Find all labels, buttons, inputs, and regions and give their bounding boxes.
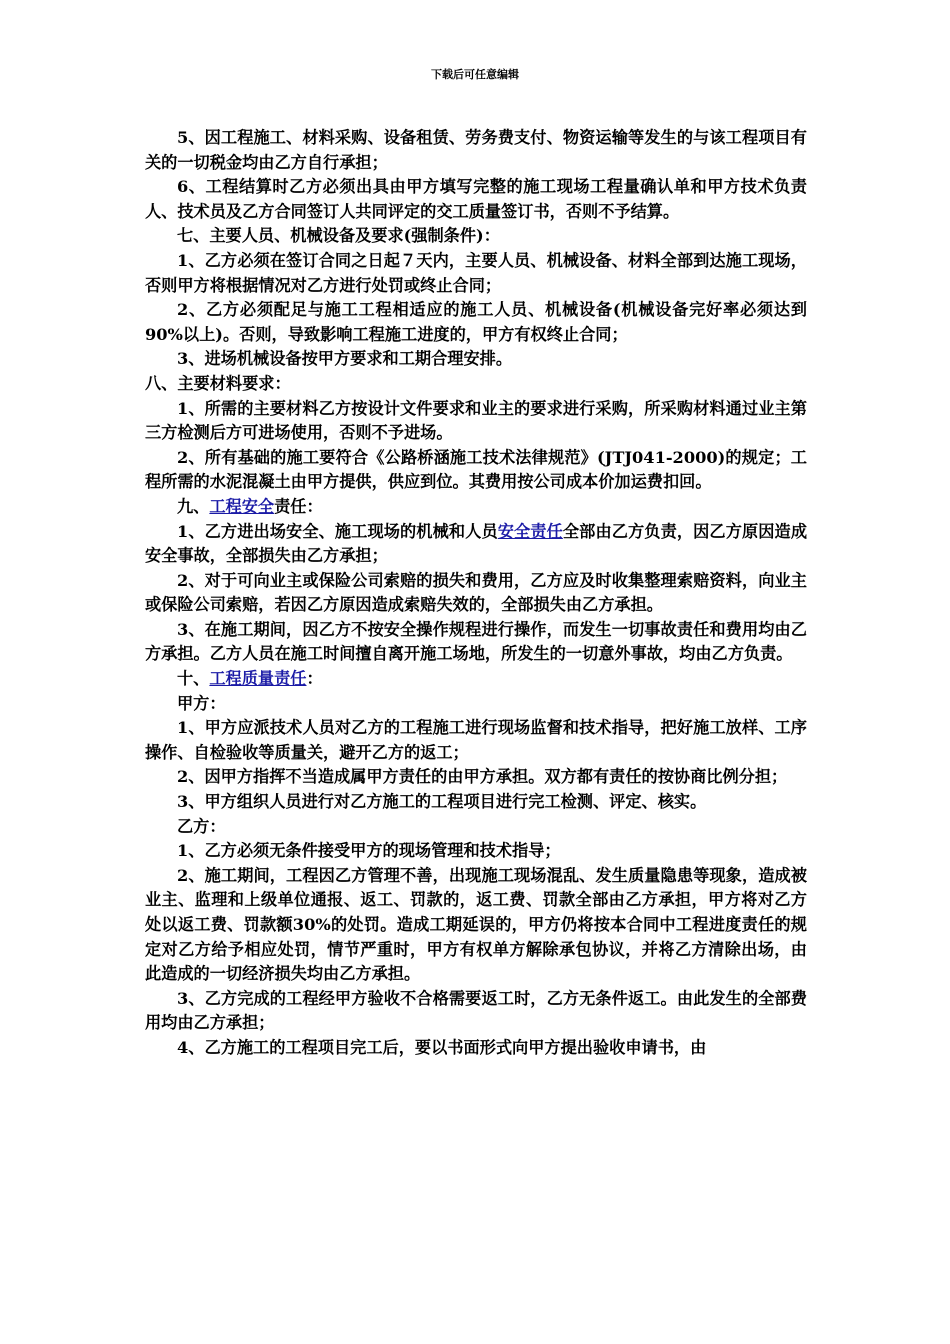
paragraph-text: 全部由乙方负责，因乙方原因造成安全事故，全部损失由乙方承担； bbox=[145, 521, 808, 566]
paragraph-text: 5、因工程施工、材料采购、设备租赁、劳务费支付、物资运输等发生的与该工程项目有关的一切税金均由乙方自行承担； bbox=[145, 128, 807, 172]
paragraph bbox=[145, 839, 807, 864]
paragraph bbox=[145, 495, 807, 520]
paragraph-text: 3、乙方完成的工程经甲方验收不合格需要返工时，乙方无条件返工。由此发生的全部费用均由乙方承担； bbox=[145, 988, 807, 1033]
paragraph bbox=[145, 397, 807, 446]
paragraph bbox=[145, 815, 807, 840]
paragraph bbox=[145, 667, 807, 692]
paragraph-text: 1、乙方必须在签订合同之日起７天内，主要人员、机械设备、材料全部到达施工现场，否则甲方将根据情况对乙方进行处罚或终止合同； bbox=[145, 250, 807, 295]
paragraph-text: 1、乙方进出场安全、施工现场的机械和人员 bbox=[177, 521, 498, 541]
inline-link[interactable]: 工程质量责任 bbox=[209, 669, 307, 689]
paragraph bbox=[145, 569, 807, 618]
inline-link[interactable]: 工程安全 bbox=[209, 496, 275, 516]
paragraph-text: 乙方： bbox=[177, 816, 226, 836]
paragraph-text: 3、甲方组织人员进行对乙方施工的工程项目进行完工检测、评定、核实。 bbox=[177, 792, 707, 812]
paragraph-text: 3、进场机械设备按甲方要求和工期合理安排。 bbox=[177, 349, 513, 369]
paragraph-text: 七、主要人员、机械设备及要求(强制条件)： bbox=[177, 226, 500, 246]
paragraph bbox=[145, 987, 807, 1036]
paragraph-text: 6、工程结算时乙方必须出具由甲方填写完整的施工现场工程量确认单和甲方技术负责人、技术员及乙方合同签订人共同评定的交工质量签订书，否则不予结算。 bbox=[145, 177, 807, 221]
page-header: 下载后可任意编辑 bbox=[431, 68, 519, 81]
paragraph-text: ： bbox=[306, 669, 323, 689]
paragraph bbox=[145, 126, 807, 175]
paragraph bbox=[145, 520, 807, 569]
paragraph-text: 1、乙方必须无条件接受甲方的现场管理和技术指导； bbox=[177, 841, 561, 861]
paragraph bbox=[145, 790, 807, 815]
paragraph bbox=[145, 618, 807, 667]
document-body bbox=[145, 126, 807, 1061]
paragraph bbox=[145, 347, 807, 372]
paragraph bbox=[145, 692, 807, 717]
paragraph-text: 八、主要材料要求： bbox=[145, 373, 291, 393]
paragraph-text: 责任： bbox=[274, 496, 323, 516]
paragraph-text: 1、所需的主要材料乙方按设计文件要求和业主的要求进行采购，所采购材料通过业主第三方检测后方可进场使用，否则不予进场。 bbox=[145, 398, 807, 443]
paragraph-text: 2、乙方必须配足与施工工程相适应的施工人员、机械设备(机械设备完好率必须达到90%以上)。否则，导致影响工程施工进度的，甲方有权终止合同； bbox=[145, 300, 807, 344]
paragraph bbox=[145, 298, 807, 347]
paragraph bbox=[145, 372, 807, 397]
paragraph-text: 1、甲方应派技术人员对乙方的工程施工进行现场监督和技术指导，把好施工放样、工序操作、自检验收等质量关，避开乙方的返工； bbox=[145, 718, 807, 762]
paragraph-text: 2、施工期间，工程因乙方管理不善，出现施工现场混乱、发生质量隐患等现象，造成被业主、监理和上级单位通报、返工、罚款的，返工费、罚款全部由乙方承担，甲方将对乙方处以返工费、罚款额30%的处罚。造成工期延误的，甲方仍将按本合同中工程进度责任的规定对乙方给予相应处罚，情节严重时，甲方有权单方解除承包协议，并将乙方清除出场，由此造成的一切经济损失均由乙方承担。 bbox=[145, 865, 807, 984]
paragraph bbox=[145, 224, 807, 249]
paragraph bbox=[145, 765, 807, 790]
paragraph bbox=[145, 1036, 807, 1061]
paragraph-text: 4、乙方施工的工程项目完工后，要以书面形式向甲方提出验收申请书，由 bbox=[177, 1037, 707, 1057]
paragraph bbox=[145, 864, 807, 987]
paragraph-text: 2、所有基础的施工要符合《公路桥涵施工技术法律规范》(JTJ041-2000)的规定；工程所需的水泥混凝土由甲方提供，供应到位。其费用按公司成本价加运费扣回。 bbox=[145, 447, 807, 492]
paragraph-text: 九、 bbox=[177, 496, 210, 516]
paragraph bbox=[145, 249, 807, 298]
paragraph bbox=[145, 175, 807, 224]
paragraph bbox=[145, 716, 807, 765]
paragraph-text: 2、对于可向业主或保险公司索赔的损失和费用，乙方应及时收集整理索赔资料，向业主或保险公司索赔，若因乙方原因造成索赔失效的，全部损失由乙方承担。 bbox=[145, 570, 807, 615]
paragraph-text: 2、因甲方指挥不当造成属甲方责任的由甲方承担。双方都有责任的按协商比例分担； bbox=[177, 767, 788, 787]
inline-link[interactable]: 安全责任 bbox=[497, 521, 563, 541]
paragraph-text: 3、在施工期间，因乙方不按安全操作规程进行操作，而发生一切事故责任和费用均由乙方承担。乙方人员在施工时间擅自离开施工场地，所发生的一切意外事故，均由乙方负责。 bbox=[145, 619, 807, 664]
paragraph-text: 甲方： bbox=[177, 693, 226, 713]
paragraph-text: 十、 bbox=[177, 669, 210, 689]
paragraph bbox=[145, 446, 807, 495]
